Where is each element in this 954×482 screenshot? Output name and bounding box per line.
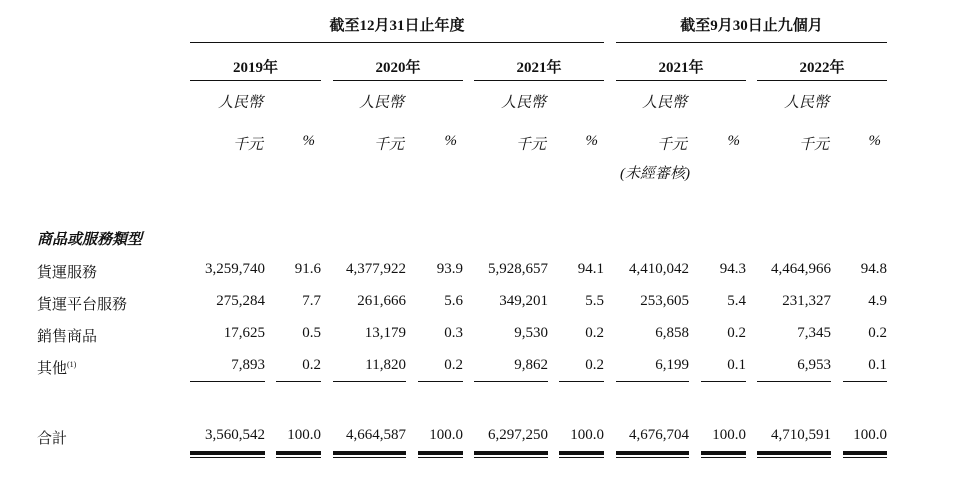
amount-cell: 17,625: [223, 325, 265, 341]
percent-cell: 5.6: [444, 293, 463, 309]
total-percent: 100.0: [429, 427, 463, 443]
total-amount: 3,560,542: [205, 427, 265, 443]
total-double-line: [843, 451, 887, 458]
year-header: 2020年: [375, 60, 421, 76]
amount-cell: 5,928,657: [488, 261, 548, 277]
divider: [616, 80, 746, 81]
amount-cell: 7,345: [797, 325, 831, 341]
percent-label: %: [585, 133, 598, 149]
percent-cell: 94.8: [860, 261, 887, 277]
percent-label: %: [868, 133, 881, 149]
amount-cell: 231,327: [782, 293, 831, 309]
year-header: 2021年: [658, 60, 704, 76]
percent-cell: 0.1: [868, 357, 887, 373]
total-double-line: [190, 451, 265, 458]
subtotal-line: [418, 381, 463, 382]
divider: [474, 80, 604, 81]
unit-label: 千元: [656, 137, 687, 153]
percent-cell: 0.2: [585, 357, 604, 373]
divider: [757, 80, 887, 81]
subtotal-line: [616, 381, 689, 382]
total-double-line: [757, 451, 831, 458]
header-annual: 截至12月31日止年度: [329, 18, 465, 34]
unit-label: 千元: [373, 137, 404, 153]
amount-cell: 13,179: [364, 325, 406, 341]
percent-label: %: [727, 133, 740, 149]
percent-cell: 93.9: [436, 261, 463, 277]
total-amount: 4,676,704: [629, 427, 689, 443]
unit-label: 千元: [232, 137, 263, 153]
row-label: [37, 325, 97, 346]
percent-label: %: [302, 133, 315, 149]
divider: [190, 42, 604, 43]
section-title: 商品或服務類型: [37, 232, 143, 248]
amount-cell: 6,953: [797, 357, 831, 373]
percent-cell: 0.2: [727, 325, 746, 341]
amount-cell: 3,259,740: [205, 261, 265, 277]
row-label-text: 貨運服務: [37, 265, 98, 281]
subtotal-line: [701, 381, 746, 382]
currency-label: 人民幣: [783, 95, 829, 111]
amount-cell: 253,605: [640, 293, 689, 309]
divider: [616, 42, 887, 43]
percent-cell: 91.6: [294, 261, 321, 277]
subtotal-line: [757, 381, 831, 382]
total-amount: 4,710,591: [771, 427, 831, 443]
percent-cell: 0.2: [444, 357, 463, 373]
year-header: 2022年: [799, 60, 845, 76]
row-label: [37, 357, 76, 378]
amount-cell: 11,820: [365, 357, 406, 373]
subtotal-line: [843, 381, 887, 382]
footnote-marker: (1): [67, 360, 77, 369]
header-nine-months: 截至9月30日止九個月: [680, 18, 823, 34]
total-double-line: [418, 451, 463, 458]
percent-cell: 0.2: [585, 325, 604, 341]
total-percent: 100.0: [853, 427, 887, 443]
subtotal-line: [474, 381, 548, 382]
row-label-text: 貨運平台服務: [37, 297, 128, 313]
subtotal-line: [559, 381, 604, 382]
total-double-line: [474, 451, 548, 458]
amount-cell: 4,410,042: [629, 261, 689, 277]
total-percent: 100.0: [287, 427, 321, 443]
total-double-line: [333, 451, 406, 458]
amount-cell: 4,464,966: [771, 261, 831, 277]
divider: [333, 80, 463, 81]
total-percent: 100.0: [570, 427, 604, 443]
amount-cell: 261,666: [357, 293, 406, 309]
percent-cell: 5.5: [585, 293, 604, 309]
percent-cell: 0.1: [727, 357, 746, 373]
unaudited-label: (未經審核): [620, 166, 690, 182]
percent-cell: 0.3: [444, 325, 463, 341]
total-percent: 100.0: [712, 427, 746, 443]
percent-cell: 0.2: [868, 325, 887, 341]
percent-label: %: [444, 133, 457, 149]
percent-cell: 0.5: [302, 325, 321, 341]
amount-cell: 9,862: [514, 357, 548, 373]
year-header: 2021年: [516, 60, 562, 76]
currency-label: 人民幣: [358, 95, 404, 111]
amount-cell: 349,201: [499, 293, 548, 309]
row-label: [37, 261, 97, 282]
percent-cell: 0.2: [302, 357, 321, 373]
row-label: [37, 293, 127, 314]
total-amount: 6,297,250: [488, 427, 548, 443]
year-header: 2019年: [232, 60, 278, 76]
row-label-text: 其他: [37, 361, 68, 377]
total-double-line: [276, 451, 321, 458]
amount-cell: 6,858: [655, 325, 689, 341]
amount-cell: 4,377,922: [346, 261, 406, 277]
total-double-line: [559, 451, 604, 458]
unit-label: 千元: [515, 137, 546, 153]
subtotal-line: [276, 381, 321, 382]
divider: [190, 80, 321, 81]
total-label: 合計: [37, 431, 68, 447]
total-double-line: [616, 451, 689, 458]
currency-label: 人民幣: [641, 95, 687, 111]
amount-cell: 9,530: [514, 325, 548, 341]
amount-cell: 7,893: [231, 357, 265, 373]
amount-cell: 6,199: [655, 357, 689, 373]
subtotal-line: [333, 381, 406, 382]
subtotal-line: [190, 381, 265, 382]
percent-cell: 4.9: [868, 293, 887, 309]
currency-label: 人民幣: [500, 95, 546, 111]
percent-cell: 5.4: [727, 293, 746, 309]
row-label-text: 銷售商品: [37, 329, 98, 345]
amount-cell: 275,284: [216, 293, 265, 309]
total-double-line: [701, 451, 746, 458]
percent-cell: 7.7: [302, 293, 321, 309]
percent-cell: 94.3: [719, 261, 746, 277]
total-amount: 4,664,587: [346, 427, 406, 443]
unit-label: 千元: [798, 137, 829, 153]
percent-cell: 94.1: [577, 261, 604, 277]
currency-label: 人民幣: [217, 95, 263, 111]
